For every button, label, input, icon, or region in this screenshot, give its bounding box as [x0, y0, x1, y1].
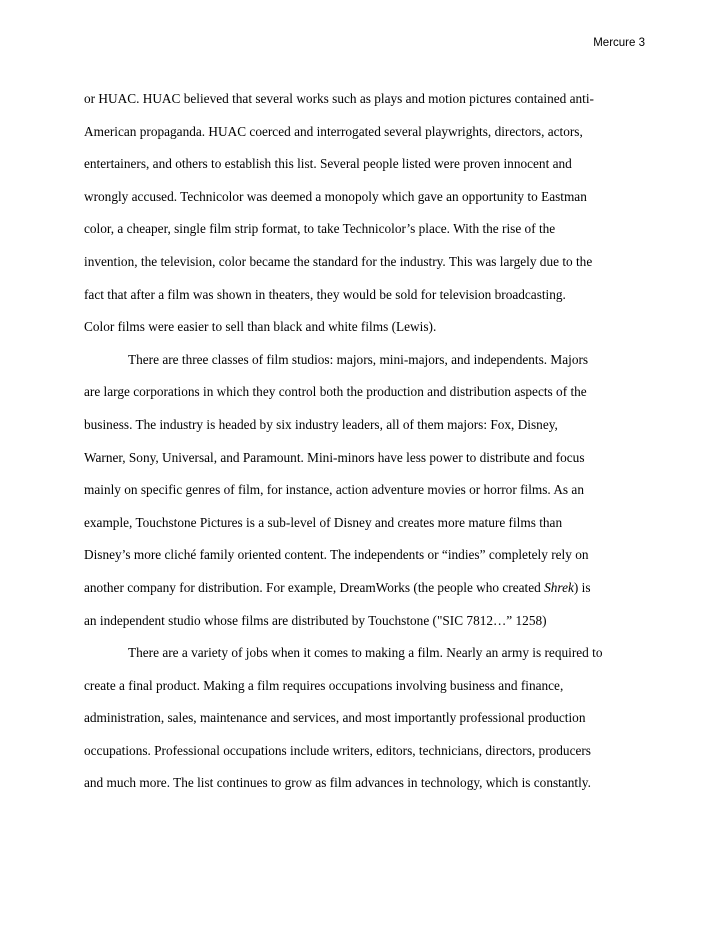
text-line: wrongly accused. Technicolor was deemed a monopoly which gave an opportunity to Eastman	[84, 188, 587, 204]
text-line: fact that after a film was shown in theaters, they would be sold for television broadcasting.	[84, 286, 566, 302]
film-title: Shrek	[544, 579, 574, 595]
text-line: entertainers, and others to establish this list. Several people listed were proven innocent and	[84, 156, 572, 172]
paragraph-first-line: There are three classes of film studios: majors, mini-majors, and independents. Majors	[128, 351, 589, 367]
text-line: an independent studio whose films are distributed by Touchstone ("SIC 7812…” 1258)	[84, 612, 547, 628]
text-line: or HUAC. HUAC believed that several works such as plays and motion pictures contained anti-	[84, 91, 594, 106]
text-line: and much more. The list continues to grow as film advances in technology, which is constantly.	[84, 775, 591, 791]
text-line: invention, the television, color became the standard for the industry. This was largely due to the	[84, 253, 593, 269]
running-head: Mercure 3	[593, 37, 645, 49]
text-line: create a final product. Making a film requires occupations involving business and finance,	[84, 677, 564, 693]
text-line: administration, sales, maintenance and services, and most importantly professional production	[84, 710, 586, 726]
text-line: are large corporations in which they control both the production and distribution aspects of the	[84, 384, 587, 400]
text-line: business. The industry is headed by six industry leaders, all of them majors: Fox, Disney,	[84, 416, 558, 432]
text-line	[84, 572, 644, 605]
text-line: example, Touchstone Pictures is a sub-level of Disney and creates more mature films than	[84, 514, 563, 530]
text-line: Color films were easier to sell than black and white films (Lewis).	[84, 319, 437, 335]
text-line: Warner, Sony, Universal, and Paramount. Mini-minors have less power to distribute and focus	[84, 449, 585, 465]
text-segment: another company for distribution. For example, DreamWorks (the people who created	[84, 579, 545, 595]
text-line: occupations. Professional occupations include writers, editors, technicians, directors, producers	[84, 742, 591, 758]
text-segment: ) is	[573, 579, 591, 595]
text-line: American propaganda. HUAC coerced and interrogated several playwrights, directors, actors,	[84, 123, 583, 139]
text-line: color, a cheaper, single film strip format, to take Technicolor’s place. With the rise of the	[84, 221, 556, 237]
paragraph-first-line: There are a variety of jobs when it comes to making a film. Nearly an army is required to	[128, 645, 603, 661]
text-line: Disney’s more cliché family oriented content. The independents or “indies” completely rely on	[84, 547, 589, 563]
body-text	[84, 83, 644, 800]
text-line: mainly on specific genres of film, for instance, action adventure movies or horror films. As an	[84, 482, 584, 498]
